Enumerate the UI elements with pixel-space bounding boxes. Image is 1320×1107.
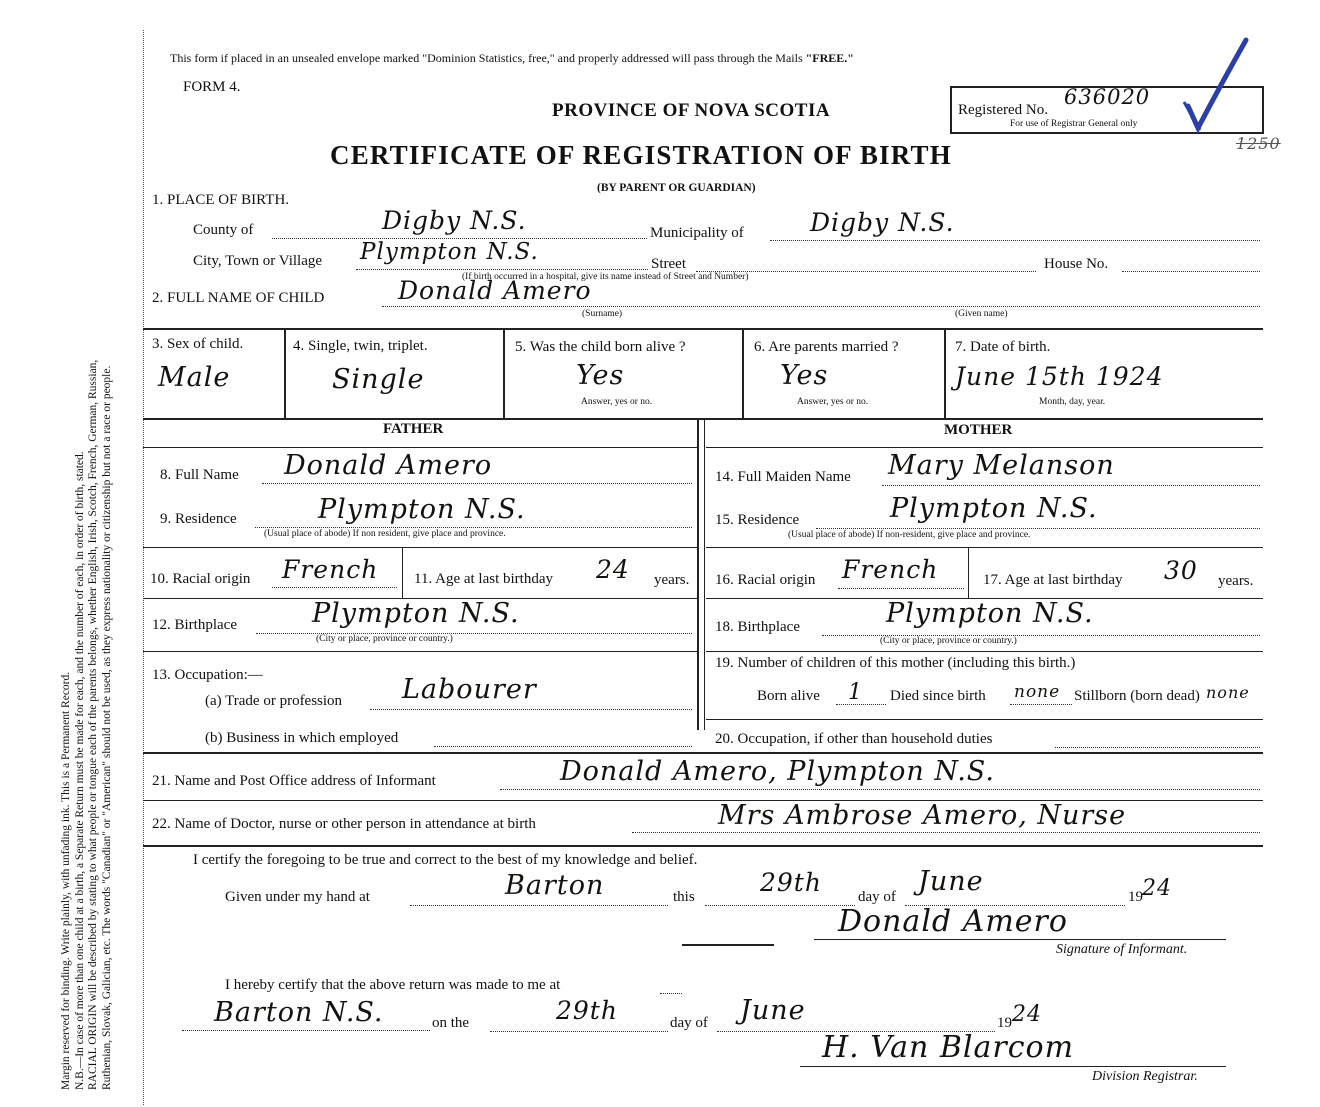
mother-residence-note: (Usual place of abode) If non-resident, give place and province.	[788, 530, 1031, 540]
children-count-label: 19. Number of children of this mother (including this birth.)	[715, 655, 1076, 671]
mother-name-label: 14. Full Maiden Name	[715, 469, 851, 485]
this-label: this	[673, 889, 695, 905]
mother-occupation-label: 20. Occupation, if other than household duties	[715, 731, 993, 747]
registration-month-value: June	[740, 995, 806, 1026]
mail-note: This form if placed in an unsealed envelope marked "Dominion Statistics, free," and properly addressed will pass through the Mails "FREE."	[170, 51, 854, 65]
city-value: Plympton N.S.	[360, 239, 539, 265]
sex-label: 3. Sex of child.	[152, 336, 244, 352]
child-name-label: 2. FULL NAME OF CHILD	[152, 290, 325, 306]
county-label: County of	[193, 222, 254, 238]
registrar-caption: Division Registrar.	[1092, 1069, 1198, 1084]
father-racial-value: French	[282, 555, 379, 584]
doctor-label: 22. Name of Doctor, nurse or other person in attendance at birth	[152, 816, 536, 832]
registered-label: Registered No.	[958, 102, 1048, 118]
county-value: Digby N.S.	[382, 206, 527, 235]
given-place-value: Barton	[505, 870, 605, 901]
margin-note-1: Margin reserved for binding. Write plainly, with unfading ink. This is a Permanent Record.	[60, 671, 72, 1090]
father-age-unit: years.	[654, 572, 690, 588]
binding-margin-line	[143, 30, 144, 1105]
father-name-value: Donald Amero	[284, 450, 493, 481]
margin-note-2: N.B.—In case of more than one child at a birth, a Separate Return must be made for each, and the number of each, in order of birth, stated.	[73, 451, 86, 1090]
father-heading: FATHER	[383, 421, 444, 437]
registrar-statement: I hereby certify that the above return was made to me at	[225, 977, 561, 993]
mother-age-label: 17. Age at last birthday	[983, 572, 1123, 588]
page-subtitle: (BY PARENT OR GUARDIAN)	[597, 182, 756, 194]
mother-birthplace-value: Plympton N.S.	[886, 598, 1094, 629]
born-alive-count-label: Born alive	[757, 688, 820, 704]
mother-racial-label: 16. Racial origin	[715, 572, 816, 588]
mother-racial-value: French	[842, 555, 939, 584]
sex-value: Male	[158, 362, 231, 393]
mother-heading: MOTHER	[944, 422, 1013, 438]
day-of-label: day of	[858, 889, 896, 905]
given-year-prefix: 19	[1128, 889, 1143, 905]
surname-note: (Surname)	[582, 309, 623, 319]
child-name-value: Donald Amero	[398, 276, 592, 305]
margin-note-4: Ruthenian, Slovak, Galician, etc. The words "Canadian" or "American" should not be used, as they express nationality or citizenship but not a race or people.	[100, 365, 113, 1090]
date-of-birth-value: June 15th 1924	[955, 362, 1164, 391]
born-alive-count-value: 1	[848, 680, 863, 705]
mother-age-unit: years.	[1218, 573, 1254, 589]
registered-number: 636020	[1064, 85, 1151, 109]
city-label: City, Town or Village	[193, 253, 323, 269]
informant-value: Donald Amero, Plympton N.S.	[560, 756, 995, 787]
registration-day-value: 29th	[556, 996, 618, 1025]
certify-statement: I certify the foregoing to be true and correct to the best of my knowledge and belief.	[193, 852, 698, 868]
plurality-value: Single	[332, 364, 425, 395]
parents-married-value: Yes	[780, 360, 829, 391]
registration-day-of-label: day of	[670, 1015, 708, 1031]
informant-signature: Donald Amero	[838, 904, 1068, 939]
registrar-signature: H. Van Blarcom	[822, 1030, 1075, 1065]
registrar-note: For use of Registrar General only	[1010, 119, 1138, 129]
registration-year-value: 24	[1012, 1002, 1042, 1027]
rule	[143, 328, 1263, 330]
doctor-value: Mrs Ambrose Amero, Nurse	[718, 800, 1127, 831]
plurality-label: 4. Single, twin, triplet.	[293, 338, 428, 354]
date-of-birth-label: 7. Date of birth.	[955, 339, 1051, 355]
registration-place-value: Barton N.S.	[214, 997, 384, 1028]
registration-year-prefix: 19	[997, 1015, 1012, 1031]
province-heading: PROVINCE OF NOVA SCOTIA	[552, 100, 831, 121]
father-racial-label: 10. Racial origin	[150, 571, 251, 587]
date-of-birth-note: Month, day, year.	[1039, 397, 1106, 407]
parents-married-note: Answer, yes or no.	[797, 397, 869, 407]
given-month-value: June	[918, 866, 984, 897]
born-alive-note: Answer, yes or no.	[581, 397, 653, 407]
given-year-value: 24	[1142, 876, 1172, 901]
place-of-birth-label: 1. PLACE OF BIRTH.	[152, 192, 290, 208]
mother-name-value: Mary Melanson	[888, 450, 1115, 481]
father-age-label: 11. Age at last birthday	[414, 571, 553, 587]
parents-married-label: 6. Are parents married ?	[754, 339, 899, 355]
form-number: FORM 4.	[183, 79, 241, 95]
page-title: CERTIFICATE OF REGISTRATION OF BIRTH	[330, 140, 952, 170]
died-since-birth-label: Died since birth	[890, 688, 986, 704]
father-birthplace-note: (City or place, province or country.)	[316, 634, 453, 644]
hospital-note: (If birth occurred in a hospital, give its name instead of Street and Number)	[462, 272, 749, 282]
father-age-value: 24	[596, 555, 630, 584]
trade-label: (a) Trade or profession	[205, 693, 343, 709]
mother-birthplace-note: (City or place, province or country.)	[880, 636, 1017, 646]
corner-mark: 1250	[1236, 134, 1281, 153]
margin-instructions	[60, 0, 114, 1090]
father-birthplace-label: 12. Birthplace	[152, 617, 237, 633]
mother-residence-label: 15. Residence	[715, 512, 800, 528]
signature-caption: Signature of Informant.	[1056, 942, 1188, 957]
died-since-birth-value: none	[1014, 682, 1061, 702]
father-name-label: 8. Full Name	[160, 467, 239, 483]
given-name-note: (Given name)	[955, 309, 1008, 319]
municipality-label: Municipality of	[650, 225, 744, 241]
margin-note-3: RACIAL ORIGIN will be described by stating to what people or tongue each of the parents belongs, whether English, Irish, Scotch, French, German, Russian,	[87, 359, 99, 1090]
mother-age-value: 30	[1164, 556, 1198, 585]
stillborn-value: none	[1206, 683, 1250, 702]
father-birthplace-value: Plympton N.S.	[312, 598, 520, 629]
municipality-value: Digby N.S.	[810, 208, 955, 237]
blue-check-icon	[1180, 36, 1250, 136]
father-residence-label: 9. Residence	[160, 511, 237, 527]
given-day-value: 29th	[760, 868, 822, 897]
born-alive-label: 5. Was the child born alive ?	[515, 339, 686, 355]
mother-birthplace-label: 18. Birthplace	[715, 619, 800, 635]
on-the-label: on the	[432, 1015, 470, 1031]
street-label: Street	[651, 256, 686, 272]
stillborn-label: Stillborn (born dead)	[1074, 688, 1200, 704]
given-at-label: Given under my hand at	[225, 889, 370, 905]
informant-label: 21. Name and Post Office address of Informant	[152, 773, 436, 789]
business-label: (b) Business in which employed	[205, 730, 399, 746]
father-residence-value: Plympton N.S.	[318, 494, 526, 525]
occupation-label: 13. Occupation:—	[152, 667, 263, 683]
house-number-label: House No.	[1044, 256, 1109, 272]
father-residence-note: (Usual place of abode) If non resident, give place and province.	[264, 529, 506, 539]
trade-value: Labourer	[402, 674, 537, 705]
born-alive-value: Yes	[576, 360, 625, 391]
mother-residence-value: Plympton N.S.	[890, 493, 1098, 524]
